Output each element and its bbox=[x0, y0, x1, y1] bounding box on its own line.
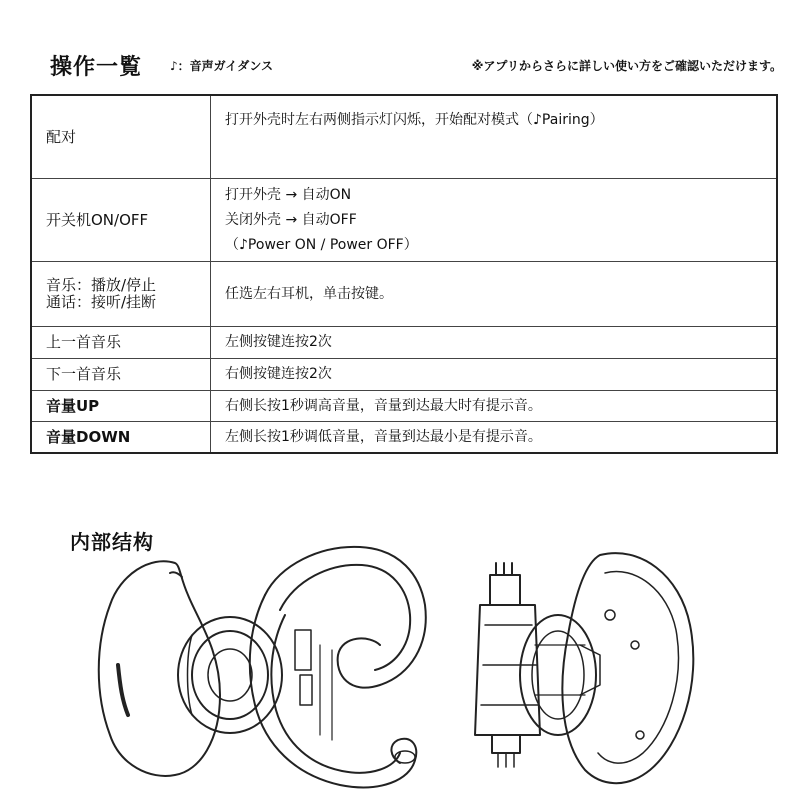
description-line: 任选左右耳机，单击按键。 bbox=[225, 285, 393, 302]
table-row bbox=[31, 359, 777, 391]
legend-text: ♪：音声ガイダンス bbox=[170, 59, 274, 73]
circuit-board bbox=[490, 575, 520, 605]
table-row bbox=[31, 179, 777, 262]
row-description bbox=[211, 359, 778, 391]
table-row bbox=[31, 422, 777, 454]
app-note: ※アプリからさらに詳しい使い方をご確認いただけます。 bbox=[471, 59, 782, 73]
row-label bbox=[31, 262, 211, 327]
description-line: 左侧长按1秒调低音量，音量到达最小是有提示音。 bbox=[225, 428, 542, 445]
outer-shell bbox=[562, 553, 693, 783]
description-line: 打开外壳 → 自动ON bbox=[225, 186, 352, 203]
ring-shell bbox=[265, 547, 426, 688]
row-label: 音量DOWN bbox=[31, 422, 211, 454]
table-row bbox=[31, 391, 777, 422]
description-line: 右侧长按1秒调高音量，音量到达最大时有提示音。 bbox=[225, 397, 542, 414]
table-row bbox=[31, 327, 777, 359]
section-title: 内部结构 bbox=[70, 530, 154, 554]
description-line: 左侧按键连按2次 bbox=[225, 334, 332, 350]
page-title: 操作一覧 bbox=[50, 55, 143, 80]
label-line: 通话：接听/挂断 bbox=[46, 293, 157, 311]
row-description bbox=[211, 95, 778, 179]
earbud-exploded-view-icon bbox=[80, 535, 780, 800]
table-row bbox=[31, 95, 777, 179]
row-description bbox=[211, 422, 778, 454]
row-label: 音量UP bbox=[31, 391, 211, 422]
row-description bbox=[211, 179, 778, 262]
description-line: （♪Power ON / Power OFF） bbox=[225, 236, 418, 253]
header bbox=[0, 46, 800, 80]
label-line: 音乐：播放/停止 bbox=[46, 276, 157, 294]
row-description bbox=[211, 327, 778, 359]
row-description bbox=[211, 262, 778, 327]
operation-table bbox=[30, 94, 778, 454]
description-line: 关闭外壳 → 自动OFF bbox=[225, 211, 357, 228]
description-line: 右侧按键连按2次 bbox=[225, 366, 332, 382]
table-row bbox=[31, 262, 777, 327]
row-description bbox=[211, 391, 778, 422]
row-label: 配对 bbox=[31, 95, 211, 179]
row-label: 上一首音乐 bbox=[31, 327, 211, 359]
row-label: 开关机ON/OFF bbox=[31, 179, 211, 262]
row-label: 下一首音乐 bbox=[31, 359, 211, 391]
description-line: 打开外壳时左右两侧指示灯闪烁，开始配对模式（♪Pairing） bbox=[225, 112, 604, 128]
speaker-disk bbox=[178, 617, 282, 733]
